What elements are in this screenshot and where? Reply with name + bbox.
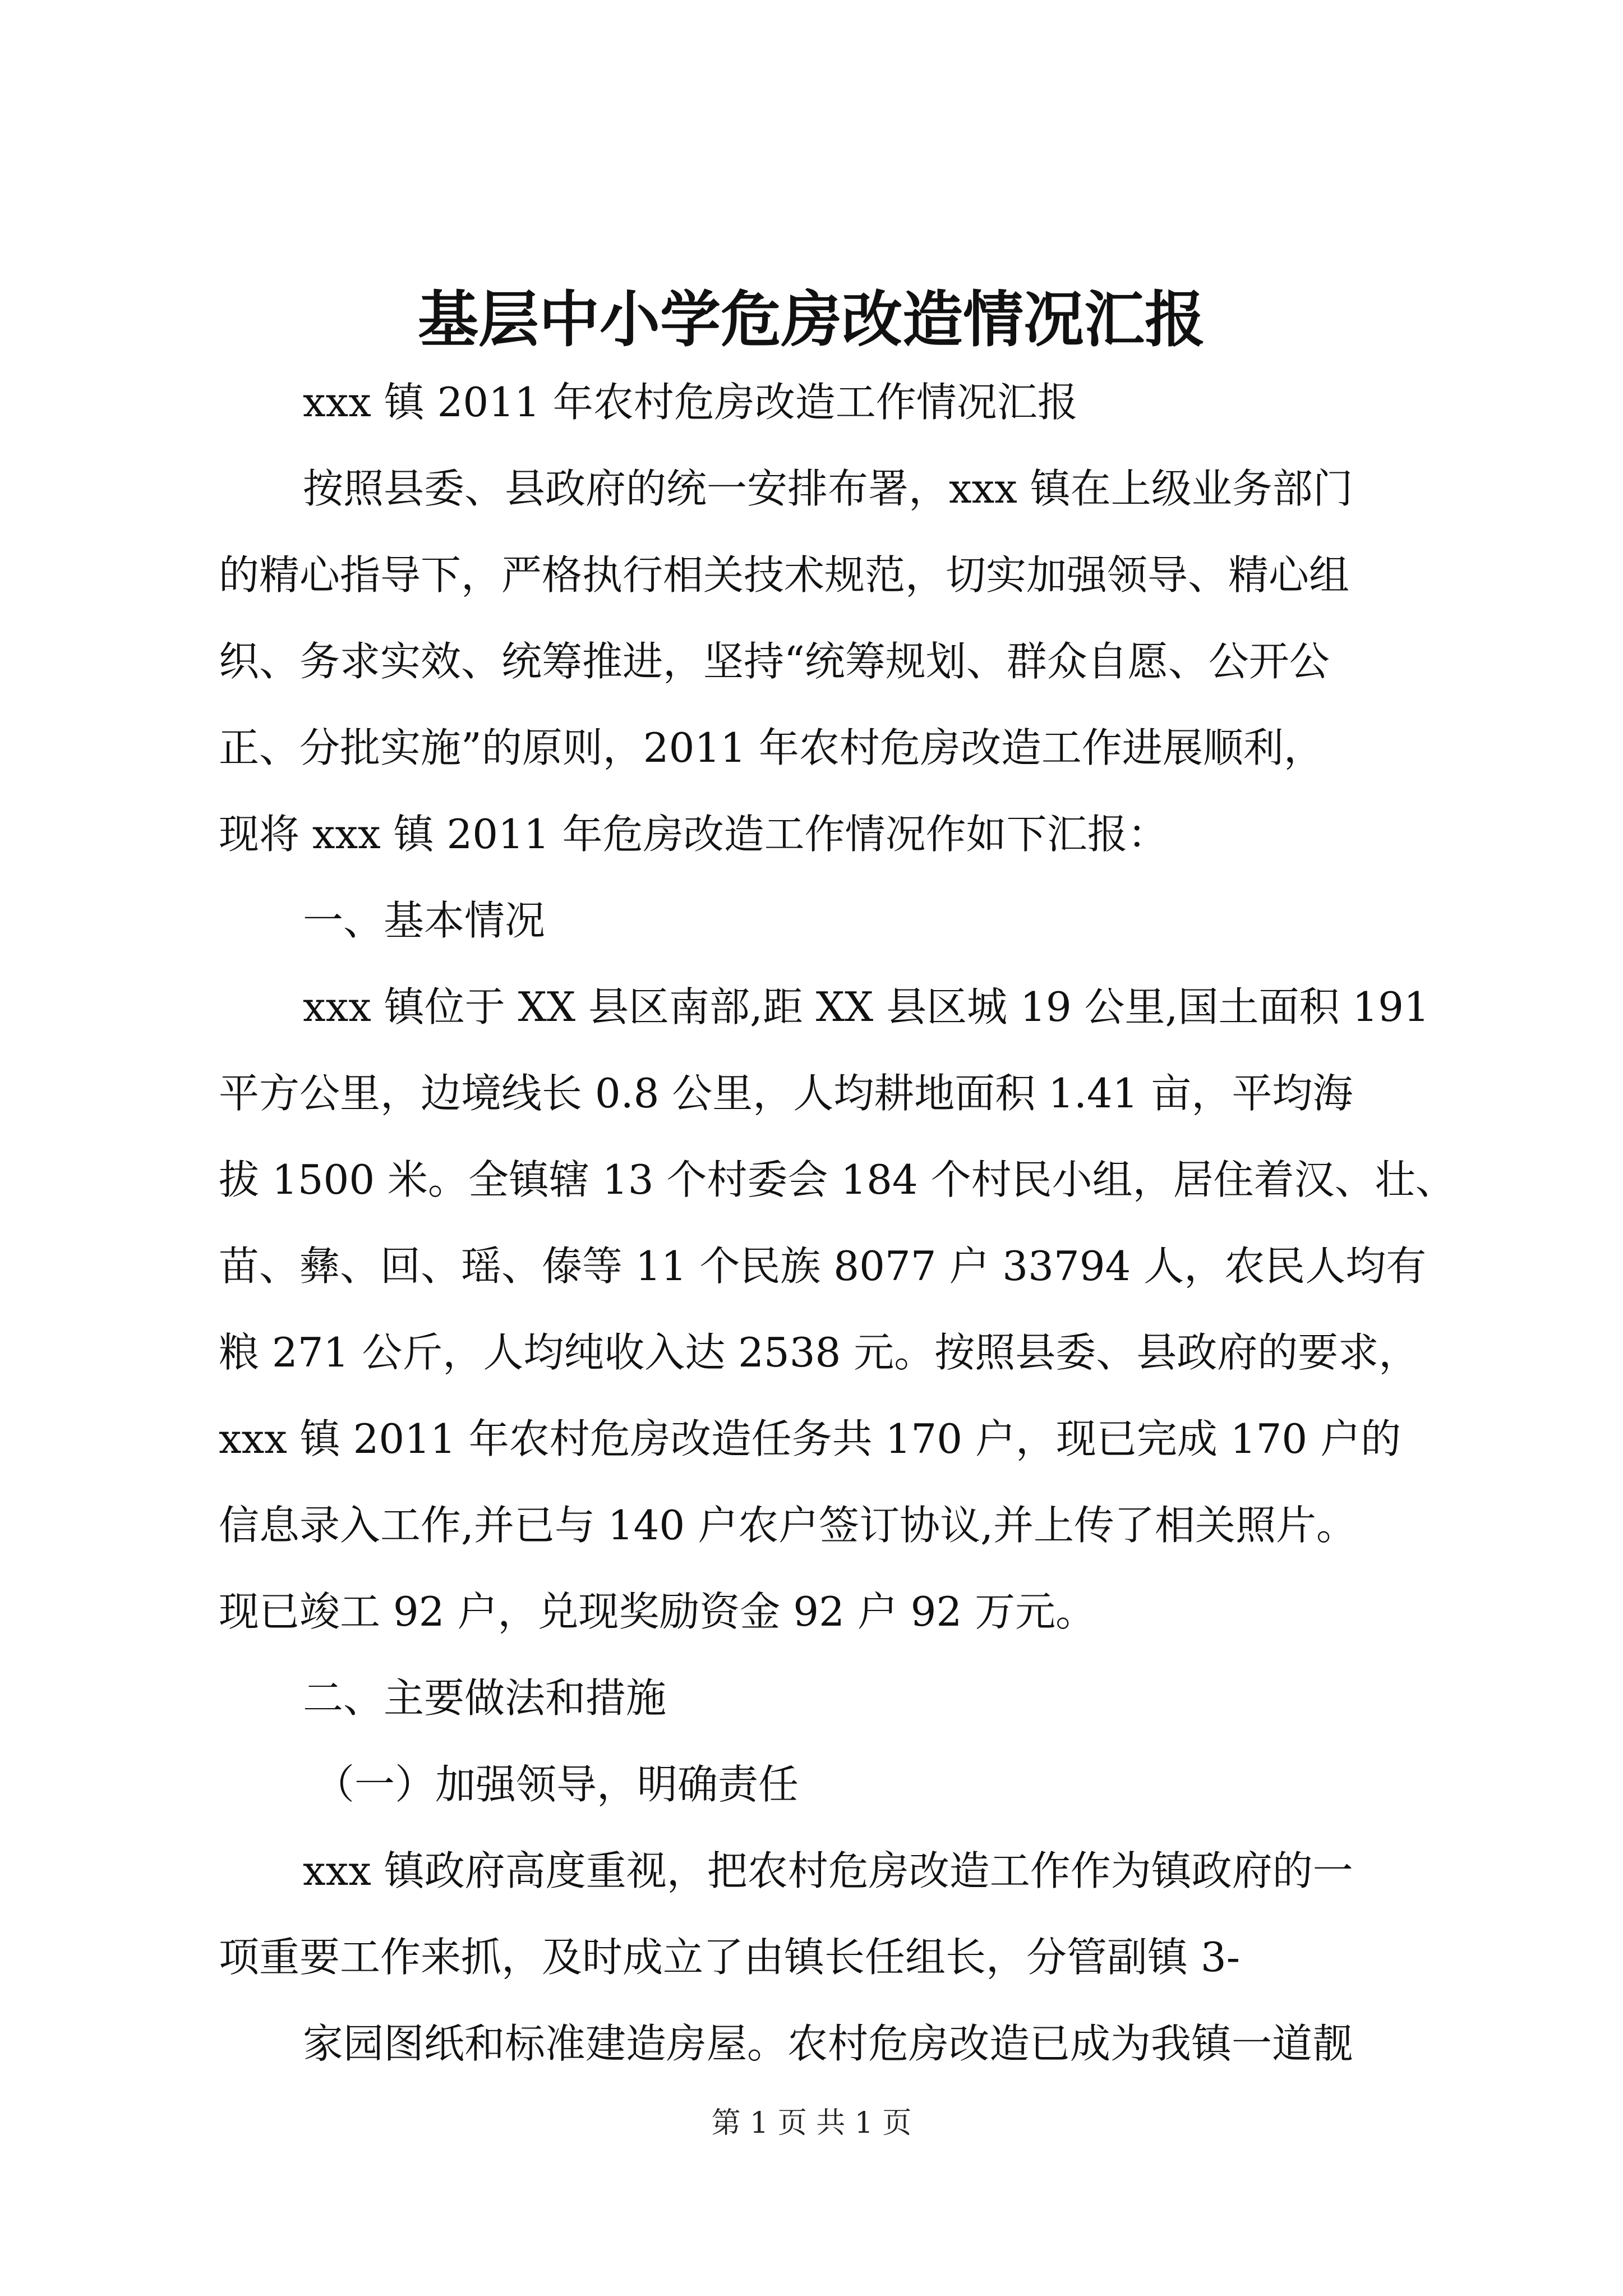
document-body	[219, 359, 1456, 2087]
paragraph-line: xxx 镇 2011 年农村危房改造任务共 170 户，现已完成 170 户的	[219, 1415, 1401, 1462]
paragraph-line: 按照县委、县政府的统一安排布署，xxx 镇在上级业务部门	[303, 465, 1353, 512]
paragraph-line: xxx 镇政府高度重视，把农村危房改造工作作为镇政府的一	[303, 1847, 1353, 1894]
section-heading: 二、主要做法和措施	[303, 1674, 667, 1722]
paragraph-line: 信息录入工作,并已与 140 户农户签订协议,并上传了相关照片。	[219, 1502, 1357, 1549]
paragraph-line: 正、分批实施”的原则，2011 年农村危房改造工作进展顺利，	[219, 724, 1324, 771]
paragraph-line: 现将 xxx 镇 2011 年危房改造工作情况作如下汇报：	[219, 811, 1168, 858]
paragraph-line: 拔 1500 米。全镇辖 13 个村委会 184 个村民小组，居住着汉、壮、	[219, 1156, 1456, 1203]
paragraph-line: 现已竣工 92 户，兑现奖励资金 92 户 92 万元。	[219, 1588, 1096, 1635]
paragraph-line: 的精心指导下，严格执行相关技术规范，切实加强领导、精心组	[219, 551, 1350, 599]
paragraph-line: 平方公里，边境线长 0.8 公里，人均耕地面积 1.41 亩，平均海	[219, 1070, 1353, 1117]
paragraph-line: 织、务求实效、统筹推进，坚持“统筹规划、群众自愿、公开公	[219, 638, 1330, 685]
paragraph-line: 家园图纸和标准建造房屋。农村危房改造已成为我镇一道靓	[303, 2020, 1353, 2067]
section-heading: 一、基本情况	[303, 897, 546, 944]
subtitle-line: xxx 镇 2011 年农村危房改造工作情况汇报	[303, 379, 1078, 426]
subsection-heading: （一）加强领导，明确责任	[314, 1761, 799, 1808]
paragraph-line: 苗、彝、回、瑶、傣等 11 个民族 8077 户 33794 人，农民人均有	[219, 1243, 1427, 1290]
paragraph-line: xxx 镇位于 XX 县区南部,距 XX 县区城 19 公里,国土面积 191	[303, 983, 1430, 1030]
paragraph-line: 粮 271 公斤，人均纯收入达 2538 元。按照县委、县政府的要求，	[219, 1329, 1419, 1376]
paragraph-line: 项重要工作来抓，及时成立了由镇长任组长，分管副镇 3-	[219, 1934, 1241, 1981]
document-title: 基层中小学危房改造情况汇报	[417, 284, 1205, 355]
page-footer: 第 1 页 共 1 页	[711, 2106, 912, 2140]
